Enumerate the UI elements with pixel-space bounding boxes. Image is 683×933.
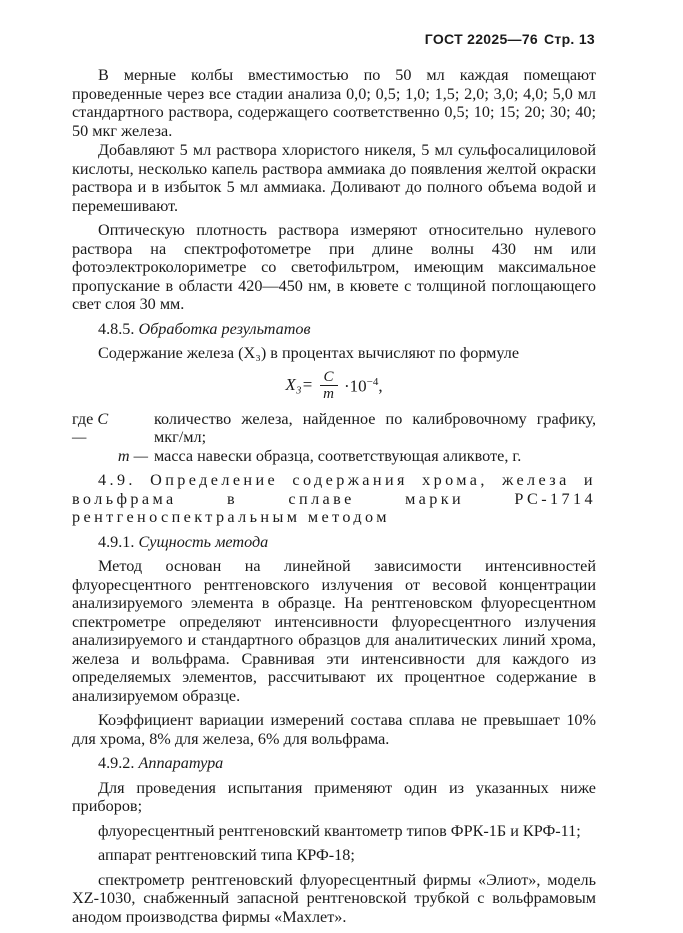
section-title: Сущность метода bbox=[138, 532, 269, 551]
formula bbox=[72, 369, 596, 402]
list-item: аппарат рентгеновский типа КРФ-18; bbox=[98, 846, 355, 864]
definition-text: количество железа, найденное по калибровочному графику, мкг/мл; bbox=[154, 409, 596, 446]
paragraph: Коэффициент вариации измерений состава сплава не превышает 10% для хрома, 8% для железа, 6% для вольфрама. bbox=[72, 711, 596, 748]
formula-denominator: m bbox=[323, 385, 334, 402]
definition-row bbox=[72, 447, 596, 466]
section-heading-4-9: 4.9. Определение содержания хрома, железа и вольфрама в сплаве марки РС-1714 рентгеноспектральным методом bbox=[72, 471, 596, 526]
list-item: флуоресцентный рентгеновский квантометр типов ФРК-1Б и КРФ-11; bbox=[98, 821, 581, 840]
section-heading-4-9-1 bbox=[72, 533, 596, 552]
formula-lhs: X₃= bbox=[285, 374, 314, 394]
list-item: спектрометр рентгеновский флуоресцентный фирмы «Элиот», модель XZ-1030, снабженный запасной рентгеновской трубкой с вольфрамовым анодом производства фирмы «Махлет». bbox=[72, 870, 596, 926]
formula-numerator: C bbox=[320, 369, 338, 386]
section-title: Аппаратура bbox=[138, 754, 224, 772]
section-number: 4.8.5. bbox=[98, 319, 135, 338]
page-header bbox=[425, 31, 595, 47]
formula-tail bbox=[344, 373, 383, 396]
section-title: Обработка результатов bbox=[138, 319, 311, 338]
standard-number: ГОСТ 22025—76 bbox=[424, 31, 539, 47]
paragraph: Добавляют 5 мл раствора хлористого никеля, 5 мл сульфосалициловой кислоты, несколько капель раствора аммиака до появления желтой окраски раствора и в избыток 5 мл аммиака. Доливают до полного объема водой и перемешивают. bbox=[72, 141, 596, 215]
definition-symbol: m — bbox=[117, 446, 148, 465]
formula-end: , bbox=[378, 377, 383, 397]
paragraph: Метод основан на линейной зависимости интенсивностей флуоресцентного рентгеновского излучения от весовой концентрации анализируемого элемента в образце. На рентгеновском флуоресцентном спектрометре определяют интенсивности флуоресцентного излучения анализируемого и стандартного образцов для аналитических линий хрома, железа и вольфрама. Сравнивая эти интенсивности для каждого из определяемых элементов, рассчитывают их процентное содержание в анализируемом образце. bbox=[72, 557, 596, 705]
formula-fraction bbox=[319, 369, 338, 402]
where-label bbox=[72, 410, 116, 447]
paragraph: Оптическую плотность раствора измеряют относительно нулевого раствора на спектрофотометре при длине волны 430 нм или фотоэлектроколориметре со светофильтром, имеющим максимальное пропускание в области 420—450 нм, в кювете с толщиной поглощающего свет слоя 30 мм. bbox=[72, 221, 596, 313]
definition-symbol: C — bbox=[72, 409, 109, 446]
section-number: 4.9.2. bbox=[98, 754, 135, 772]
section-number: 4.9.1. bbox=[98, 532, 135, 551]
paragraph: Для проведения испытания применяют один из указанных ниже приборов; bbox=[72, 778, 596, 815]
formula-intro: Содержание железа (X₃) в процентах вычисляют по формуле bbox=[98, 344, 520, 362]
definition-row bbox=[72, 410, 596, 447]
document-body bbox=[72, 66, 596, 926]
where-word: где bbox=[72, 409, 94, 428]
paragraph: В мерные колбы вместимостью по 50 мл каждая помещают проведенные через все стадии анализа 0,0; 0,5; 1,0; 1,5; 2,0; 3,0; 4,0; 5,0 мл стандартного раствора, содержащего соответственно 0,5; 10; 15; 20; 30; 40; 50 мкг железа. bbox=[72, 66, 596, 140]
definition-text: масса навески образца, соответствующая аликвоте, г. bbox=[154, 446, 522, 465]
formula-exponent: −4 bbox=[366, 376, 379, 389]
page-number: Стр. 13 bbox=[544, 31, 595, 47]
formula-multiplier: ·10 bbox=[343, 377, 367, 397]
section-heading-4-8-5 bbox=[72, 320, 596, 339]
section-heading-4-9-2 bbox=[72, 754, 596, 773]
